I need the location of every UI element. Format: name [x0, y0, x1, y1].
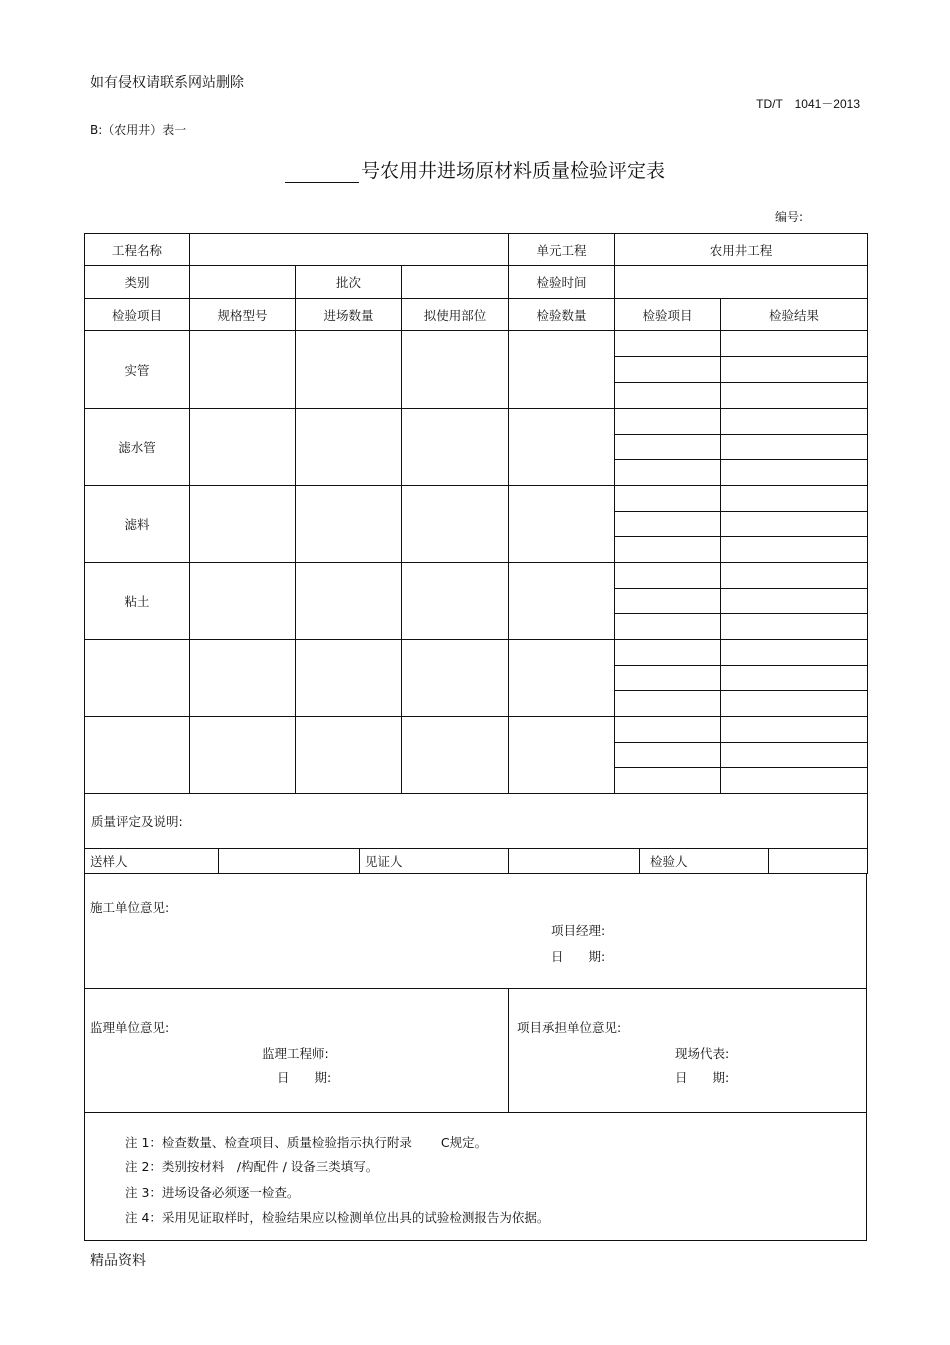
site-representative-label: 现场代表: [675, 1046, 730, 1061]
spec-model-cell[interactable] [190, 717, 296, 794]
check-result-cell[interactable] [721, 691, 868, 717]
title-text: 号农用井进场原材料质量检验评定表 [360, 160, 665, 182]
category-label: 类别 [85, 266, 190, 299]
note-2: 注 2：类别按材料 /构配件 / 设备三类填写。 [125, 1159, 379, 1174]
inspector-label: 检验人 [640, 849, 769, 874]
check-qty-cell[interactable] [509, 717, 615, 794]
check-item-cell[interactable] [615, 357, 721, 383]
material-name: 滤料 [85, 486, 190, 563]
col-header-use-location: 拟使用部位 [402, 299, 509, 331]
check-item-cell[interactable] [615, 563, 721, 589]
use-location-cell[interactable] [402, 331, 509, 409]
construction-opinion-box[interactable] [84, 873, 867, 989]
check-item-cell[interactable] [615, 666, 721, 691]
note-1: 注 1：检查数量、检查项目、质量检验指示执行附录 C规定。 [125, 1135, 488, 1150]
quality-evaluation-label: 质量评定及说明: [91, 814, 183, 829]
check-result-cell[interactable] [721, 460, 868, 486]
contractor-opinion-box[interactable] [508, 988, 867, 1113]
material-name: 滤水管 [85, 409, 190, 486]
arrival-qty-cell[interactable] [296, 331, 402, 409]
check-item-cell[interactable] [615, 589, 721, 614]
check-qty-cell[interactable] [509, 640, 615, 717]
col-header-spec-model: 规格型号 [190, 299, 296, 331]
check-result-cell[interactable] [721, 331, 868, 357]
table-row [85, 409, 868, 435]
check-item-cell[interactable] [615, 512, 721, 537]
supervision-engineer-label: 监理工程师: [262, 1046, 329, 1061]
table-row [85, 486, 868, 512]
check-result-cell[interactable] [721, 383, 868, 409]
check-result-cell[interactable] [721, 486, 868, 512]
check-item-cell[interactable] [615, 743, 721, 768]
serial-number-label: 编号: [775, 210, 804, 224]
footer-text: 精品资料 [90, 1253, 146, 1269]
check-result-cell[interactable] [721, 589, 868, 614]
top-note: 如有侵权请联系网站删除 [90, 75, 244, 91]
title-number-blank[interactable] [285, 164, 359, 183]
spec-model-cell[interactable] [190, 409, 296, 486]
table-row [85, 717, 868, 743]
check-item-cell[interactable] [615, 435, 721, 460]
batch-field[interactable] [402, 266, 509, 299]
sender-field[interactable] [219, 849, 360, 874]
material-name [85, 640, 190, 717]
sender-label: 送样人 [85, 849, 219, 874]
col-header-check-result: 检验结果 [721, 299, 868, 331]
check-result-cell[interactable] [721, 357, 868, 383]
construction-opinion-label: 施工单位意见: [90, 900, 170, 915]
arrival-qty-cell[interactable] [296, 717, 402, 794]
witness-label: 见证人 [360, 849, 509, 874]
check-item-cell[interactable] [615, 537, 721, 563]
table-row [85, 640, 868, 666]
spec-model-cell[interactable] [190, 640, 296, 717]
check-item-cell[interactable] [615, 691, 721, 717]
check-qty-cell[interactable] [509, 563, 615, 640]
check-result-cell[interactable] [721, 666, 868, 691]
signature-row [84, 848, 868, 874]
check-item-cell[interactable] [615, 768, 721, 794]
check-item-cell[interactable] [615, 383, 721, 409]
form-code: B:（农用井）表一 [90, 123, 187, 137]
category-field[interactable] [190, 266, 296, 299]
supervision-opinion-box[interactable] [84, 988, 509, 1113]
construction-date-label: 日 期: [551, 949, 606, 964]
inspection-table [84, 233, 868, 849]
col-header-check-qty: 检验数量 [509, 299, 615, 331]
col-header-check-item: 检验项目 [85, 299, 190, 331]
check-result-cell[interactable] [721, 717, 868, 743]
arrival-qty-cell[interactable] [296, 409, 402, 486]
batch-label: 批次 [296, 266, 402, 299]
check-result-cell[interactable] [721, 614, 868, 640]
use-location-cell[interactable] [402, 486, 509, 563]
check-result-cell[interactable] [721, 512, 868, 537]
arrival-qty-cell[interactable] [296, 563, 402, 640]
quality-evaluation-cell[interactable] [85, 794, 868, 849]
project-name-label: 工程名称 [85, 234, 190, 266]
check-qty-cell[interactable] [509, 331, 615, 409]
check-item-cell[interactable] [615, 486, 721, 512]
project-manager-label: 项目经理: [551, 923, 606, 938]
materials-body [85, 331, 868, 794]
check-result-cell[interactable] [721, 640, 868, 666]
check-item-cell[interactable] [615, 614, 721, 640]
check-result-cell[interactable] [721, 743, 868, 768]
material-name: 粘土 [85, 563, 190, 640]
material-name: 实管 [85, 331, 190, 409]
notes-box [84, 1112, 867, 1241]
page-title [0, 156, 950, 183]
inspector-field[interactable] [769, 849, 868, 874]
material-name [85, 717, 190, 794]
check-item-cell[interactable] [615, 409, 721, 435]
arrival-qty-cell[interactable] [296, 640, 402, 717]
supervision-date-label: 日 期: [277, 1070, 332, 1085]
check-result-cell[interactable] [721, 768, 868, 794]
project-name-field[interactable] [190, 234, 509, 266]
check-time-label: 检验时间 [509, 266, 615, 299]
arrival-qty-cell[interactable] [296, 486, 402, 563]
contractor-date-label: 日 期: [675, 1070, 730, 1085]
col-header-arrival-qty: 进场数量 [296, 299, 402, 331]
check-item-cell[interactable] [615, 717, 721, 743]
spec-model-cell[interactable] [190, 486, 296, 563]
check-result-cell[interactable] [721, 563, 868, 589]
note-4: 注 4：采用见证取样时，检验结果应以检测单位出具的试验检测报告为依据。 [125, 1210, 550, 1225]
check-qty-cell[interactable] [509, 486, 615, 563]
check-item-cell[interactable] [615, 640, 721, 666]
contractor-opinion-label: 项目承担单位意见: [517, 1020, 622, 1035]
note-3: 注 3：进场设备必须逐一检查。 [125, 1185, 300, 1200]
check-result-cell[interactable] [721, 435, 868, 460]
check-time-field[interactable] [615, 266, 868, 299]
witness-field[interactable] [509, 849, 640, 874]
unit-project-value: 农用井工程 [615, 234, 868, 266]
supervision-opinion-label: 监理单位意见: [90, 1020, 170, 1035]
check-result-cell[interactable] [721, 409, 868, 435]
spec-model-cell[interactable] [190, 563, 296, 640]
use-location-cell[interactable] [402, 717, 509, 794]
unit-project-label: 单元工程 [509, 234, 615, 266]
use-location-cell[interactable] [402, 409, 509, 486]
spec-model-cell[interactable] [190, 331, 296, 409]
column-header-row [85, 299, 868, 331]
standard-code: TD/T 1041－2013 [756, 97, 860, 111]
col-header-check-item-2: 检验项目 [615, 299, 721, 331]
check-qty-cell[interactable] [509, 409, 615, 486]
table-row [85, 331, 868, 357]
use-location-cell[interactable] [402, 640, 509, 717]
use-location-cell[interactable] [402, 563, 509, 640]
check-item-cell[interactable] [615, 460, 721, 486]
table-row [85, 563, 868, 589]
check-item-cell[interactable] [615, 331, 721, 357]
check-result-cell[interactable] [721, 537, 868, 563]
